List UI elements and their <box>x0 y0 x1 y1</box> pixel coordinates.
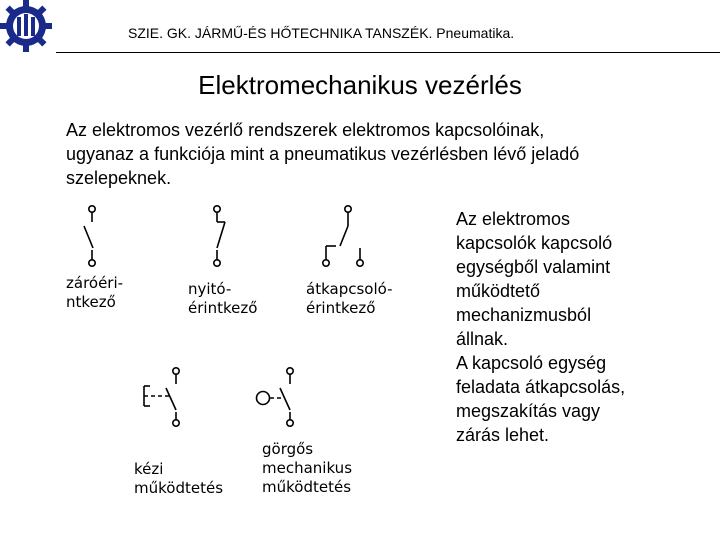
roller-actuation-symbol-icon <box>254 364 304 434</box>
changeover-contact-symbol-icon <box>320 204 370 274</box>
explanation-line: kapcsolók kapcsoló <box>456 233 613 253</box>
header-divider <box>56 52 720 53</box>
opening-contact-symbol-icon <box>205 204 235 274</box>
intro-line: Az elektromos vezérlő rendszerek elektromos kapcsolóinak, <box>66 120 545 140</box>
page-title: Elektromechanikus vezérlés <box>198 70 522 100</box>
changeover-contact-label: átkapcsoló- érintkező <box>306 280 393 317</box>
explanation-line: működtető <box>456 281 541 301</box>
gear-tower-logo-icon <box>0 0 52 52</box>
opening-contact-label: nyitó- érintkező <box>188 280 258 317</box>
manual-actuation-symbol-icon <box>138 364 188 434</box>
intro-line: szelepeknek. <box>66 168 172 188</box>
roller-actuation-label: görgős mechanikus működtetés <box>262 440 353 496</box>
intro-line: ugyanaz a funkciója mint a pneumatikus vezérlésben lévő jeladó <box>66 144 580 164</box>
intro-paragraph <box>66 118 686 190</box>
explanation-line: Az elektromos <box>456 209 571 229</box>
explanation-line: A kapcsoló egység <box>456 353 607 373</box>
explanation-line: egységből valamint <box>456 257 611 277</box>
explanation-line: állnak. <box>456 329 509 349</box>
explanation-line: mechanizmusból <box>456 305 592 325</box>
manual-actuation-label: kézi működtetés <box>134 460 224 497</box>
header-title: SZIE. GK. JÁRMŰ-ÉS HŐTECHNIKA TANSZÉK. Pneumatika. <box>128 25 515 41</box>
explanation-line: feladata átkapcsolás, <box>456 377 626 397</box>
explanation-line: megszakítás vagy <box>456 401 601 421</box>
explanation-line: zárás lehet. <box>456 425 550 445</box>
explanation-text <box>456 207 686 447</box>
closing-contact-symbol-icon <box>80 204 110 274</box>
closing-contact-label: záróéri- ntkező <box>66 274 124 311</box>
